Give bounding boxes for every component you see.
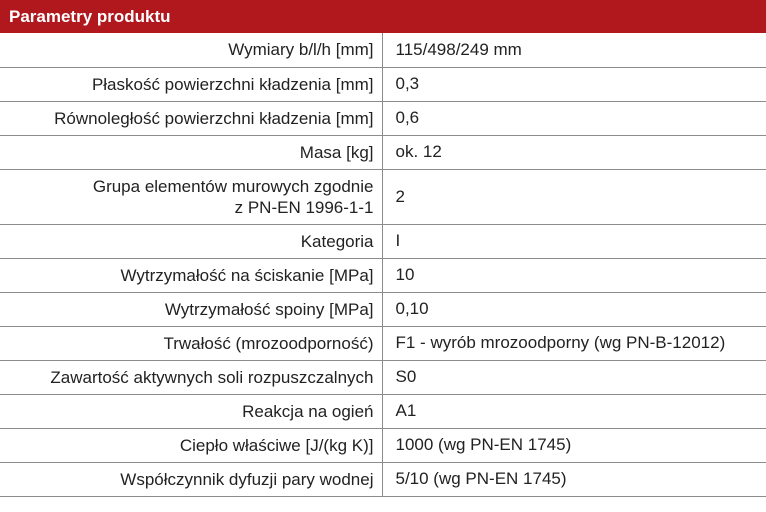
param-label: Trwałość (mrozoodporność) [0,326,382,360]
table-row [0,224,766,258]
param-value: 10 [382,258,766,292]
table-row [0,169,766,224]
table-row [0,428,766,462]
param-label: Wytrzymałość spoiny [MPa] [0,292,382,326]
table-row [0,394,766,428]
param-value: 0,6 [382,101,766,135]
section-header [0,0,766,33]
table-row [0,360,766,394]
param-value: 2 [382,169,766,224]
table-row [0,135,766,169]
param-label: Płaskość powierzchni kładzenia [mm] [0,67,382,101]
param-label: Ciepło właściwe [J/(kg K)] [0,428,382,462]
param-value: F1 - wyrób mrozoodporny (wg PN-B-12012) [382,326,766,360]
param-label: Równoległość powierzchni kładzenia [mm] [0,101,382,135]
param-label: Masa [kg] [0,135,382,169]
table-row [0,292,766,326]
section-title: Parametry produktu [9,7,171,26]
table-row [0,33,766,67]
param-label: Wytrzymałość na ściskanie [MPa] [0,258,382,292]
param-value: 0,10 [382,292,766,326]
table-row [0,462,766,496]
param-value: I [382,224,766,258]
param-label-line: Grupa elementów murowych zgodnie [92,176,374,196]
param-value: 0,3 [382,67,766,101]
param-value: 5/10 (wg PN-EN 1745) [382,462,766,496]
param-label: Reakcja na ogień [0,394,382,428]
table-row [0,326,766,360]
param-label: Wymiary b/l/h [mm] [0,33,382,67]
table-row [0,258,766,292]
param-value: 115/498/249 mm [382,33,766,67]
param-label: Zawartość aktywnych soli rozpuszczalnych [0,360,382,394]
param-value: S0 [382,360,766,394]
param-label-line: z PN-EN 1996-1-1 [234,197,374,217]
table-row [0,67,766,101]
table-row [0,101,766,135]
param-value: ok. 12 [382,135,766,169]
param-value: 1000 (wg PN-EN 1745) [382,428,766,462]
param-label: Współczynnik dyfuzji pary wodnej [0,462,382,496]
param-label: Kategoria [0,224,382,258]
param-label [0,169,382,224]
param-value: A1 [382,394,766,428]
parameters-table [0,33,766,497]
